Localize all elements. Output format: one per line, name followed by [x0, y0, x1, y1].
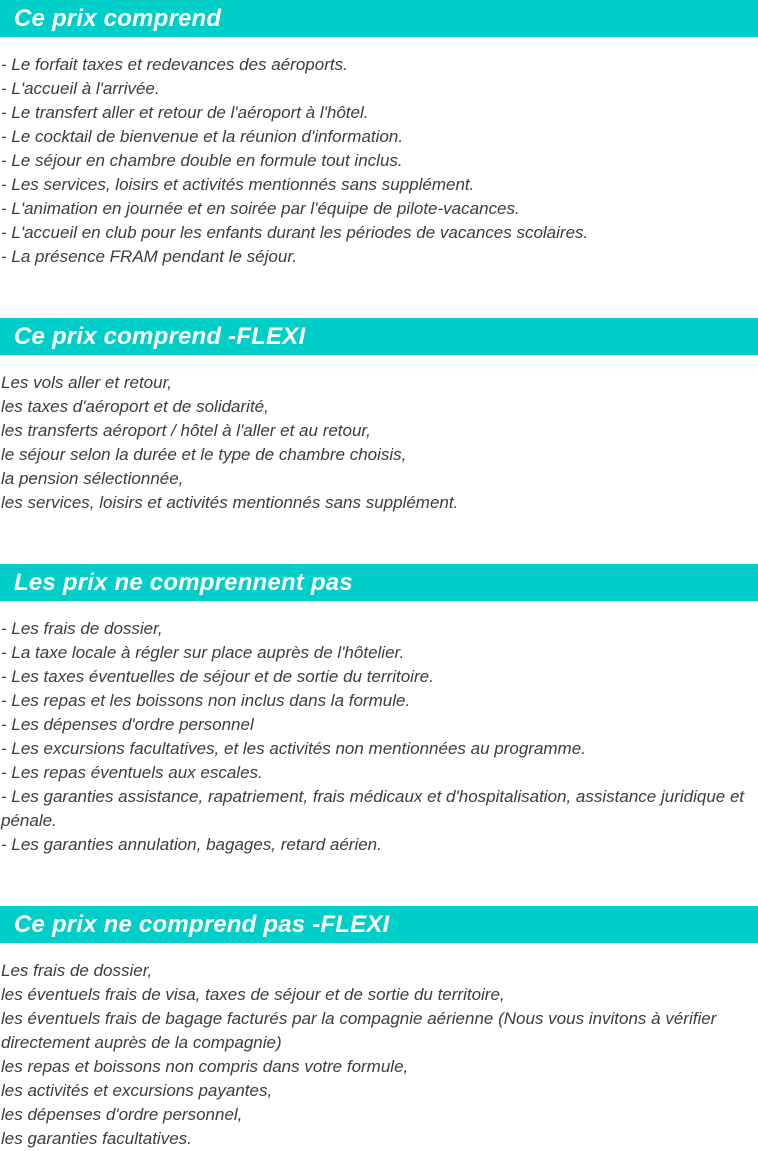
- text-line: les éventuels frais de bagage facturés par la compagnie aérienne (Nous vous invitons à vérifier directement auprès de la compagnie): [1, 1009, 717, 1052]
- text-line: - La présence FRAM pendant le séjour.: [1, 247, 298, 266]
- text-line: les garanties facultatives.: [1, 1129, 192, 1148]
- text-line: - Le forfait taxes et redevances des aéroports.: [1, 55, 348, 74]
- text-line: les taxes d'aéroport et de solidarité,: [1, 397, 269, 416]
- text-line: - Les frais de dossier,: [1, 619, 163, 638]
- text-line: - La taxe locale à régler sur place auprès de l'hôtelier.: [1, 643, 405, 662]
- section-header-bar: [0, 906, 758, 943]
- section-body: [0, 959, 758, 1151]
- text-line: les dépenses d'ordre personnel,: [1, 1105, 243, 1124]
- text-line: - Le transfert aller et retour de l'aéroport à l'hôtel.: [1, 103, 369, 122]
- section-ce-prix-comprend: [0, 0, 758, 269]
- text-line: - Les excursions facultatives, et les activités non mentionnées au programme.: [1, 739, 586, 758]
- text-line: - Le cocktail de bienvenue et la réunion d'information.: [1, 127, 404, 146]
- text-line: - Les garanties assistance, rapatriement, frais médicaux et d'hospitalisation, assistance juridique et pénale.: [1, 787, 745, 830]
- text-line: les activités et excursions payantes,: [1, 1081, 273, 1100]
- section-header-bar: [0, 564, 758, 601]
- text-line: - Les repas et les boissons non inclus dans la formule.: [1, 691, 411, 710]
- section-title: Les prix ne comprennent pas: [14, 568, 353, 596]
- section-body: [0, 617, 758, 857]
- text-line: les éventuels frais de visa, taxes de séjour et de sortie du territoire,: [1, 985, 505, 1004]
- section-body: [0, 53, 758, 269]
- section-header-bar: [0, 0, 758, 37]
- section-header-bar: [0, 318, 758, 355]
- section-title: Ce prix comprend -FLEXI: [14, 322, 306, 350]
- text-line: - Les garanties annulation, bagages, retard aérien.: [1, 835, 382, 854]
- text-line: Les vols aller et retour,: [1, 373, 173, 392]
- text-line: les services, loisirs et activités mentionnés sans supplément.: [1, 493, 459, 512]
- text-line: la pension sélectionnée,: [1, 469, 184, 488]
- text-line: - L'accueil à l'arrivée.: [1, 79, 160, 98]
- text-line: Les frais de dossier,: [1, 961, 153, 980]
- section-body: [0, 371, 758, 515]
- text-line: - Les taxes éventuelles de séjour et de sortie du territoire.: [1, 667, 434, 686]
- text-line: - L'animation en journée et en soirée par l'équipe de pilote-vacances.: [1, 199, 520, 218]
- text-line: - Les dépenses d'ordre personnel: [1, 715, 254, 734]
- section-title: Ce prix comprend: [14, 4, 222, 32]
- text-line: - Le séjour en chambre double en formule tout inclus.: [1, 151, 403, 170]
- text-line: - L'accueil en club pour les enfants durant les périodes de vacances scolaires.: [1, 223, 589, 242]
- text-line: - Les repas éventuels aux escales.: [1, 763, 263, 782]
- section-title: Ce prix ne comprend pas -FLEXI: [14, 910, 390, 938]
- text-line: le séjour selon la durée et le type de chambre choisis,: [1, 445, 407, 464]
- section-ce-prix-comprend-flexi: [0, 318, 758, 515]
- section-les-prix-ne-comprennent-pas: [0, 564, 758, 857]
- section-ce-prix-ne-comprend-pas-flexi: [0, 906, 758, 1151]
- text-line: les transferts aéroport / hôtel à l'aller et au retour,: [1, 421, 371, 440]
- text-line: les repas et boissons non compris dans votre formule,: [1, 1057, 409, 1076]
- text-line: - Les services, loisirs et activités mentionnés sans supplément.: [1, 175, 475, 194]
